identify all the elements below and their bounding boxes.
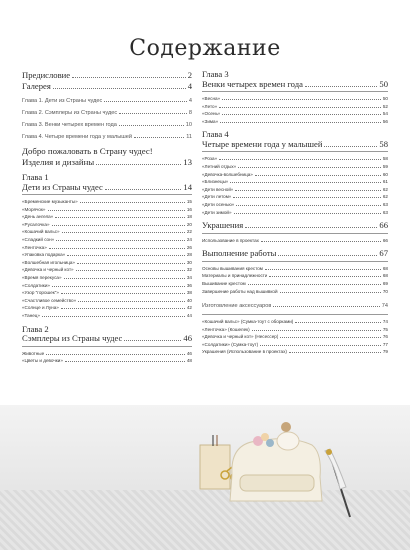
toc-entry-label: «Лето» <box>202 103 218 109</box>
toc-entry <box>22 221 192 229</box>
toc-entry <box>22 131 192 143</box>
toc-entry-page: 62 <box>382 186 388 192</box>
toc-entry <box>22 304 192 312</box>
section-rule <box>202 314 388 315</box>
toc-entry-page: 69 <box>382 280 388 286</box>
toc-entry-page: 68 <box>382 265 388 271</box>
toc-entry-page: 56 <box>382 118 388 124</box>
dot-leader <box>260 345 381 346</box>
toc-entry-page: 60 <box>382 171 388 177</box>
toc-entry-label: Выполнение работы <box>202 249 277 259</box>
toc-entry-page: 42 <box>186 305 192 311</box>
toc-entry-page: 61 <box>382 179 388 185</box>
page-title: Содержание <box>129 36 281 61</box>
toc-entry <box>202 280 388 288</box>
toc-entry-page: 70 <box>382 288 388 294</box>
dot-leader <box>119 125 184 126</box>
toc-right-column <box>202 70 388 356</box>
dot-leader <box>67 255 185 256</box>
toc-entry-label: «День ангела» <box>22 214 54 220</box>
dot-leader <box>72 77 186 78</box>
toc-entry <box>202 272 388 280</box>
toc-entry-page: 32 <box>186 267 192 273</box>
dot-leader <box>96 164 181 165</box>
toc-entry-label: «Весна» <box>202 96 221 101</box>
chapter-title <box>22 183 192 193</box>
toc-entry-page: 18 <box>186 214 192 220</box>
toc-entry-page: 50 <box>382 96 388 101</box>
toc-entry-label: «Роза» <box>202 156 218 162</box>
toc-entry-page: 66 <box>382 237 388 243</box>
dot-leader <box>278 255 377 256</box>
still-life-photo <box>0 405 410 550</box>
toc-entry-label: «Дети летом» <box>202 194 232 200</box>
toc-entry <box>22 213 192 221</box>
toc-entry-label: «Дети весной» <box>202 186 234 192</box>
dot-leader <box>289 352 381 353</box>
toc-entry-label: «Солнце и Луна» <box>22 305 59 311</box>
dot-leader <box>78 301 185 302</box>
dot-leader <box>61 308 185 309</box>
toc-entry-page: 58 <box>382 156 388 162</box>
dot-leader <box>48 210 185 211</box>
dot-leader <box>61 293 185 294</box>
dot-leader <box>77 263 185 264</box>
toc-entry-page: 44 <box>186 312 192 318</box>
toc-entry-label: «Танец» <box>22 312 40 318</box>
toc-entry-label: «Зима» <box>202 118 219 124</box>
toc-entry-page: 58 <box>379 138 388 149</box>
dot-leader <box>219 107 381 108</box>
toc-entry-page: 26 <box>186 244 192 250</box>
toc-entry-page: 38 <box>186 290 192 296</box>
toc-entry-label: «Дети зимой» <box>202 209 232 215</box>
toc-entry-page: 63 <box>382 201 388 207</box>
toc-entry-label: «Солдатики» (Сумка-тоут) <box>202 341 259 347</box>
toc-entry <box>202 193 388 201</box>
dot-leader <box>62 232 185 233</box>
toc-entry-label: Завершение работы над вышивкой <box>202 288 278 294</box>
toc-entry <box>202 163 388 171</box>
toc-entry-page: 63 <box>382 209 388 215</box>
toc-entry-label: Животные <box>22 350 45 356</box>
toc-entry-page: 74 <box>382 319 388 325</box>
toc-entry-page: 74 <box>381 303 388 310</box>
toc-entry-label: «Морячок» <box>22 206 46 212</box>
dot-leader <box>324 146 377 147</box>
toc-entry-label: «Ленточка» (Кошелек) <box>202 326 250 332</box>
toc-entry-label: «Кошачий вальс» (Сумка-тоут с оборками) <box>202 319 294 325</box>
chapter-title <box>22 334 192 344</box>
toc-entry-label: Дети из Страны чудес <box>22 182 103 192</box>
toc-entry-label: Галерея <box>22 81 51 91</box>
toc-entry <box>22 107 192 119</box>
dot-leader <box>65 361 185 362</box>
toc-entry-page: 20 <box>186 221 192 227</box>
dot-leader <box>255 175 381 176</box>
chapter-heading: Глава 1 <box>22 172 49 182</box>
dot-leader <box>280 337 381 338</box>
toc-entry <box>202 171 388 179</box>
toc-entry-page: 34 <box>186 274 192 280</box>
toc-entry-page: 52 <box>382 103 388 109</box>
toc-entry-label: «Сладкий сон» <box>22 236 55 242</box>
toc-entry-page: 2 <box>187 70 192 80</box>
toc-entry <box>22 297 192 305</box>
toc-entry-label: Изделия и дизайны <box>22 157 95 167</box>
toc-entry <box>22 95 192 107</box>
toc-entry <box>202 326 388 334</box>
toc-entry <box>22 312 192 320</box>
toc-entry-label: «Ленточка» <box>22 244 47 250</box>
section-title <box>202 221 388 231</box>
toc-entry <box>202 95 388 103</box>
toc-entry <box>22 206 192 214</box>
dot-leader <box>219 159 381 160</box>
toc-entry <box>22 251 192 259</box>
toc-entry-page: 10 <box>185 122 192 128</box>
toc-entry-page: 67 <box>379 248 388 259</box>
toc-entry <box>202 209 388 217</box>
toc-entry-label: Сэмплеры из Страны чудес <box>22 334 123 343</box>
toc-entry <box>22 119 192 131</box>
toc-entry <box>202 288 388 296</box>
toc-entry-page: 14 <box>183 181 192 192</box>
toc-entry-page: 59 <box>382 163 388 169</box>
dot-leader <box>124 340 181 341</box>
toc-entry <box>22 236 192 244</box>
dot-leader <box>222 99 381 100</box>
toc-entry <box>202 110 388 118</box>
embroidery-card <box>200 445 230 489</box>
toc-entry <box>22 274 192 282</box>
toc-entry <box>22 198 192 206</box>
toc-entry-label: «Осень» <box>202 111 221 117</box>
toc-entry-page: 77 <box>382 341 388 347</box>
toc-entry-page: 40 <box>186 297 192 303</box>
toc-entry-page: 30 <box>186 259 192 265</box>
toc-entry-page: 22 <box>186 229 192 235</box>
dot-leader <box>230 182 380 183</box>
chapter-rule <box>22 346 192 347</box>
toc-entry-label: Четыре времени года у малышей <box>202 139 323 149</box>
toc-entry-page: 11 <box>186 134 192 140</box>
dot-leader <box>295 322 381 323</box>
toc-left-column <box>22 70 192 365</box>
dot-leader <box>55 217 185 218</box>
armchair <box>230 439 322 501</box>
dot-leader <box>134 137 184 138</box>
toc-entry <box>22 244 192 252</box>
toc-entry-page: 46 <box>183 333 192 343</box>
toc-entry <box>22 228 192 236</box>
toc-entry-page: 8 <box>188 110 192 116</box>
toc-entry-label: Украшения <box>202 221 244 231</box>
toc-entry-label: Глава 3. Венки четырех времен года <box>22 122 117 128</box>
toc-entry-page: 15 <box>186 199 192 204</box>
dot-leader <box>252 330 381 331</box>
toc-entry-label: «Близнецы» <box>202 179 229 185</box>
toc-entry <box>22 81 192 92</box>
toc-entry-label: «Девочка и черный кот» (Несессер) <box>202 334 279 340</box>
toc-entry-page: 66 <box>379 220 388 231</box>
dot-leader <box>220 122 381 123</box>
dot-leader <box>280 292 381 293</box>
toc-entry <box>202 201 388 209</box>
toc-entry-page: 4 <box>187 81 192 91</box>
toc-entry-label: «Кошачий вальс» <box>22 229 60 235</box>
toc-entry-label: Украшения (Использование в проектах) <box>202 349 287 355</box>
chapter-rule <box>22 194 192 195</box>
dot-leader <box>119 113 187 114</box>
section-title <box>202 300 388 312</box>
toc-entry-page: 46 <box>186 350 192 356</box>
dot-leader <box>49 248 185 249</box>
toc-entry-label: Предисловие <box>22 70 71 80</box>
toc-entry <box>202 118 388 126</box>
toc-entry-label: Венки четырех времен года <box>202 79 303 89</box>
toc-entry-page: 76 <box>382 334 388 340</box>
toc-entry-label: «Цветы и девочки» <box>22 358 63 364</box>
toc-entry-page: 48 <box>186 358 192 364</box>
dot-leader <box>80 202 185 203</box>
dot-leader <box>42 316 185 317</box>
dot-leader <box>245 227 377 228</box>
chapter-rule <box>202 91 388 92</box>
toc-entry <box>202 186 388 194</box>
chapter-title <box>202 80 388 90</box>
toc-entry-label: Глава 4. Четыре времени года у малышей <box>22 134 132 140</box>
toc-entry-page: 28 <box>186 252 192 258</box>
toc-entry-page: 4 <box>188 98 192 104</box>
toc-entry <box>22 350 192 358</box>
chapter-heading: Глава 2 <box>22 323 49 334</box>
toc-entry <box>22 357 192 365</box>
toc-entry <box>202 318 388 326</box>
toc-entry <box>22 70 192 81</box>
toc-entry-label: Вышивание крестом <box>202 280 246 286</box>
dot-leader <box>236 205 381 206</box>
toc-entry-label: «Бременские музыканты» <box>22 199 78 204</box>
dot-leader <box>222 114 380 115</box>
dot-leader <box>53 88 186 89</box>
toc-entry-page: 75 <box>382 326 388 332</box>
toc-entry-page: 36 <box>186 282 192 288</box>
toc-entry-label: «Узор "горошек"» <box>22 290 59 296</box>
toc-entry-label: «Девочка и черный кот» <box>22 267 74 273</box>
toc-entry-label: «Русалочка» <box>22 221 50 227</box>
toc-entry <box>202 237 388 245</box>
chapter-title <box>202 140 388 150</box>
miniature-chair-scene <box>0 405 410 550</box>
dot-leader <box>305 86 378 87</box>
toc-entry-label: «Дети осенью» <box>202 201 235 207</box>
dot-leader <box>235 190 380 191</box>
toc-entry-page: 68 <box>382 273 388 279</box>
toc-entry-label: Глава 1. Дети из Страны чудес <box>22 98 103 104</box>
cat-figurine <box>277 432 299 450</box>
chapter-heading: Глава 3 <box>202 69 229 79</box>
dot-leader <box>105 189 182 190</box>
toc-entry-page: 79 <box>382 349 388 355</box>
toc-entry-label: Использование в проектах <box>202 237 259 243</box>
dot-leader <box>273 306 379 307</box>
toc-entry <box>202 155 388 163</box>
dot-leader <box>76 270 185 271</box>
toc-entry-label: Глава 2. Сэмплеры из Страны чудес <box>22 110 118 116</box>
dot-leader <box>248 284 381 285</box>
dot-leader <box>104 101 187 102</box>
toc-entry <box>202 178 388 186</box>
toc-entry-label: «Упаковка подарка» <box>22 252 66 258</box>
chapter-rule <box>202 151 388 152</box>
toc-entry-label: «Солдатики» <box>22 282 50 288</box>
dot-leader <box>46 354 185 355</box>
toc-entry-page: 54 <box>382 111 388 117</box>
dot-leader <box>52 286 185 287</box>
toc-entry <box>22 266 192 274</box>
dot-leader <box>238 167 381 168</box>
dot-leader <box>234 213 381 214</box>
toc-entry-label: «Волшебная игольница» <box>22 259 75 265</box>
section-rule <box>202 233 388 234</box>
toc-entry <box>202 265 388 273</box>
dot-leader <box>265 269 381 270</box>
dot-leader <box>233 197 380 198</box>
toc-entry <box>202 348 388 356</box>
toc-entry-label: «Счастливое семейство» <box>22 297 77 303</box>
toc-entry-label: «Летний отдых» <box>202 163 237 169</box>
toc-entry-page: 24 <box>186 236 192 242</box>
section-title <box>202 249 388 259</box>
toc-entry-label: Материалы и принадлежности <box>202 273 268 279</box>
chapter-heading: Глава 4 <box>202 129 229 140</box>
toc-entry <box>22 289 192 297</box>
welcome-heading: Добро пожаловать в Страну чудес! <box>22 146 153 156</box>
toc-entry-page: 16 <box>186 206 192 212</box>
toc-entry-label: «Девочка-волшебница» <box>202 171 253 177</box>
toc-entry <box>202 103 388 111</box>
toc-entry <box>22 259 192 267</box>
toc-entry-page: 50 <box>379 78 388 89</box>
section-rule <box>202 261 388 262</box>
toc-entry <box>22 282 192 290</box>
toc-entry-page: 13 <box>183 157 192 167</box>
toc-entry-label: Основы вышивания крестом <box>202 265 263 271</box>
dot-leader <box>52 225 185 226</box>
toc-entry <box>202 341 388 349</box>
welcome-entry <box>22 157 192 168</box>
dot-leader <box>261 241 381 242</box>
dot-leader <box>64 278 185 279</box>
toc-entry-page: 62 <box>382 194 388 200</box>
toc-entry-label: Изготовление аксессуаров <box>202 303 272 310</box>
toc-entry <box>202 333 388 341</box>
dot-leader <box>269 276 380 277</box>
dot-leader <box>56 240 185 241</box>
toc-entry-label: «Время перекуса» <box>22 274 62 280</box>
